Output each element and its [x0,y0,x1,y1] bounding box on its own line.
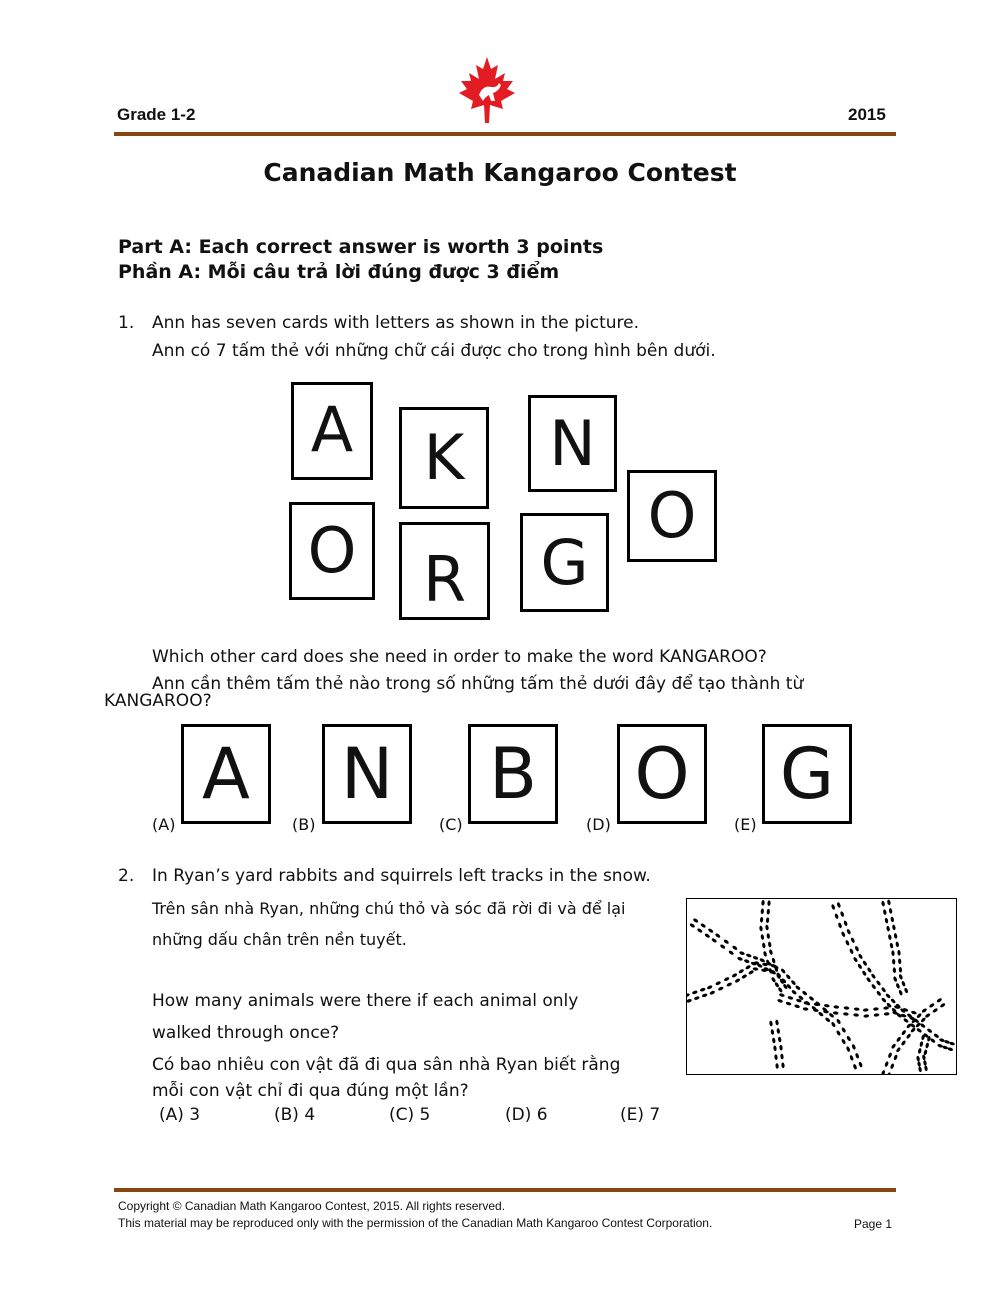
option-label-d: (D) [586,815,611,834]
grade-label: Grade 1-2 [117,105,196,124]
q2-number: 2. [118,866,135,886]
q2-question-en: How many animals were there if each animal only [152,991,579,1011]
letter-card: R [399,522,490,620]
part-heading-vi: Phần A: Mỗi câu trả lời đúng được 3 điểm [118,261,560,283]
q1-question-vi-cont: KANGAROO? [104,691,212,711]
q1-question-vi: Ann cần thêm tấm thẻ nào trong số những tấm thẻ dưới đây để tạo thành từ [152,674,804,694]
animal-tracks-image [686,898,957,1075]
option-label-e: (E) [734,815,757,834]
letter-card: O [627,470,717,562]
part-heading-en: Part A: Each correct answer is worth 3 points [118,236,604,258]
maple-leaf-kangaroo-logo-icon [457,55,517,125]
q2-text-vi-cont: những dấu chân trên nền tuyết. [152,930,407,949]
answer-option-d[interactable]: (D) 6 [505,1105,548,1125]
letter-card: G [520,513,609,612]
letter-card: K [399,407,489,509]
option-label-b: (B) [292,815,316,834]
letter-card: A [291,382,373,480]
answer-option-e[interactable]: (E) 7 [620,1105,661,1125]
q1-text-vi: Ann có 7 tấm thẻ với những chữ cái được cho trong hình bên dưới. [152,341,716,361]
option-card-d[interactable]: O [617,724,707,824]
letter-card: N [528,395,617,492]
q2-question-en-cont: walked through once? [152,1023,340,1043]
answer-option-a[interactable]: (A) 3 [159,1105,201,1125]
year-label: 2015 [848,105,886,124]
letter-card: O [289,502,375,600]
q1-question-en: Which other card does she need in order to make the word KANGAROO? [152,647,767,667]
option-label-c: (C) [439,815,463,834]
page-number: Page 1 [854,1217,893,1231]
q2-question-vi: Có bao nhiêu con vật đã đi qua sân nhà Ryan biết rằng [152,1055,621,1075]
q2-text-vi: Trên sân nhà Ryan, những chú thỏ và sóc đã rời đi và để lại [152,899,626,918]
q2-question-vi-cont: mỗi con vật chỉ đi qua đúng một lần? [152,1081,469,1101]
footer-rule [114,1188,896,1192]
option-card-a[interactable]: A [181,724,271,824]
permission-text: This material may be reproduced only with the permission of the Canadian Math Kangaroo Contest Corporation. [118,1216,713,1230]
option-card-e[interactable]: G [762,724,852,824]
page-title: Canadian Math Kangaroo Contest [263,158,737,187]
copyright-text: Copyright © Canadian Math Kangaroo Contest, 2015. All rights reserved. [118,1199,506,1213]
option-card-c[interactable]: B [468,724,558,824]
option-card-b[interactable]: N [322,724,412,824]
q2-text-en: In Ryan’s yard rabbits and squirrels left tracks in the snow. [152,866,651,886]
answer-option-b[interactable]: (B) 4 [274,1105,316,1125]
header-rule [114,132,896,136]
q1-text-en: Ann has seven cards with letters as shown in the picture. [152,313,640,333]
answer-option-c[interactable]: (C) 5 [389,1105,431,1125]
option-label-a: (A) [152,815,176,834]
q1-number: 1. [118,313,135,333]
